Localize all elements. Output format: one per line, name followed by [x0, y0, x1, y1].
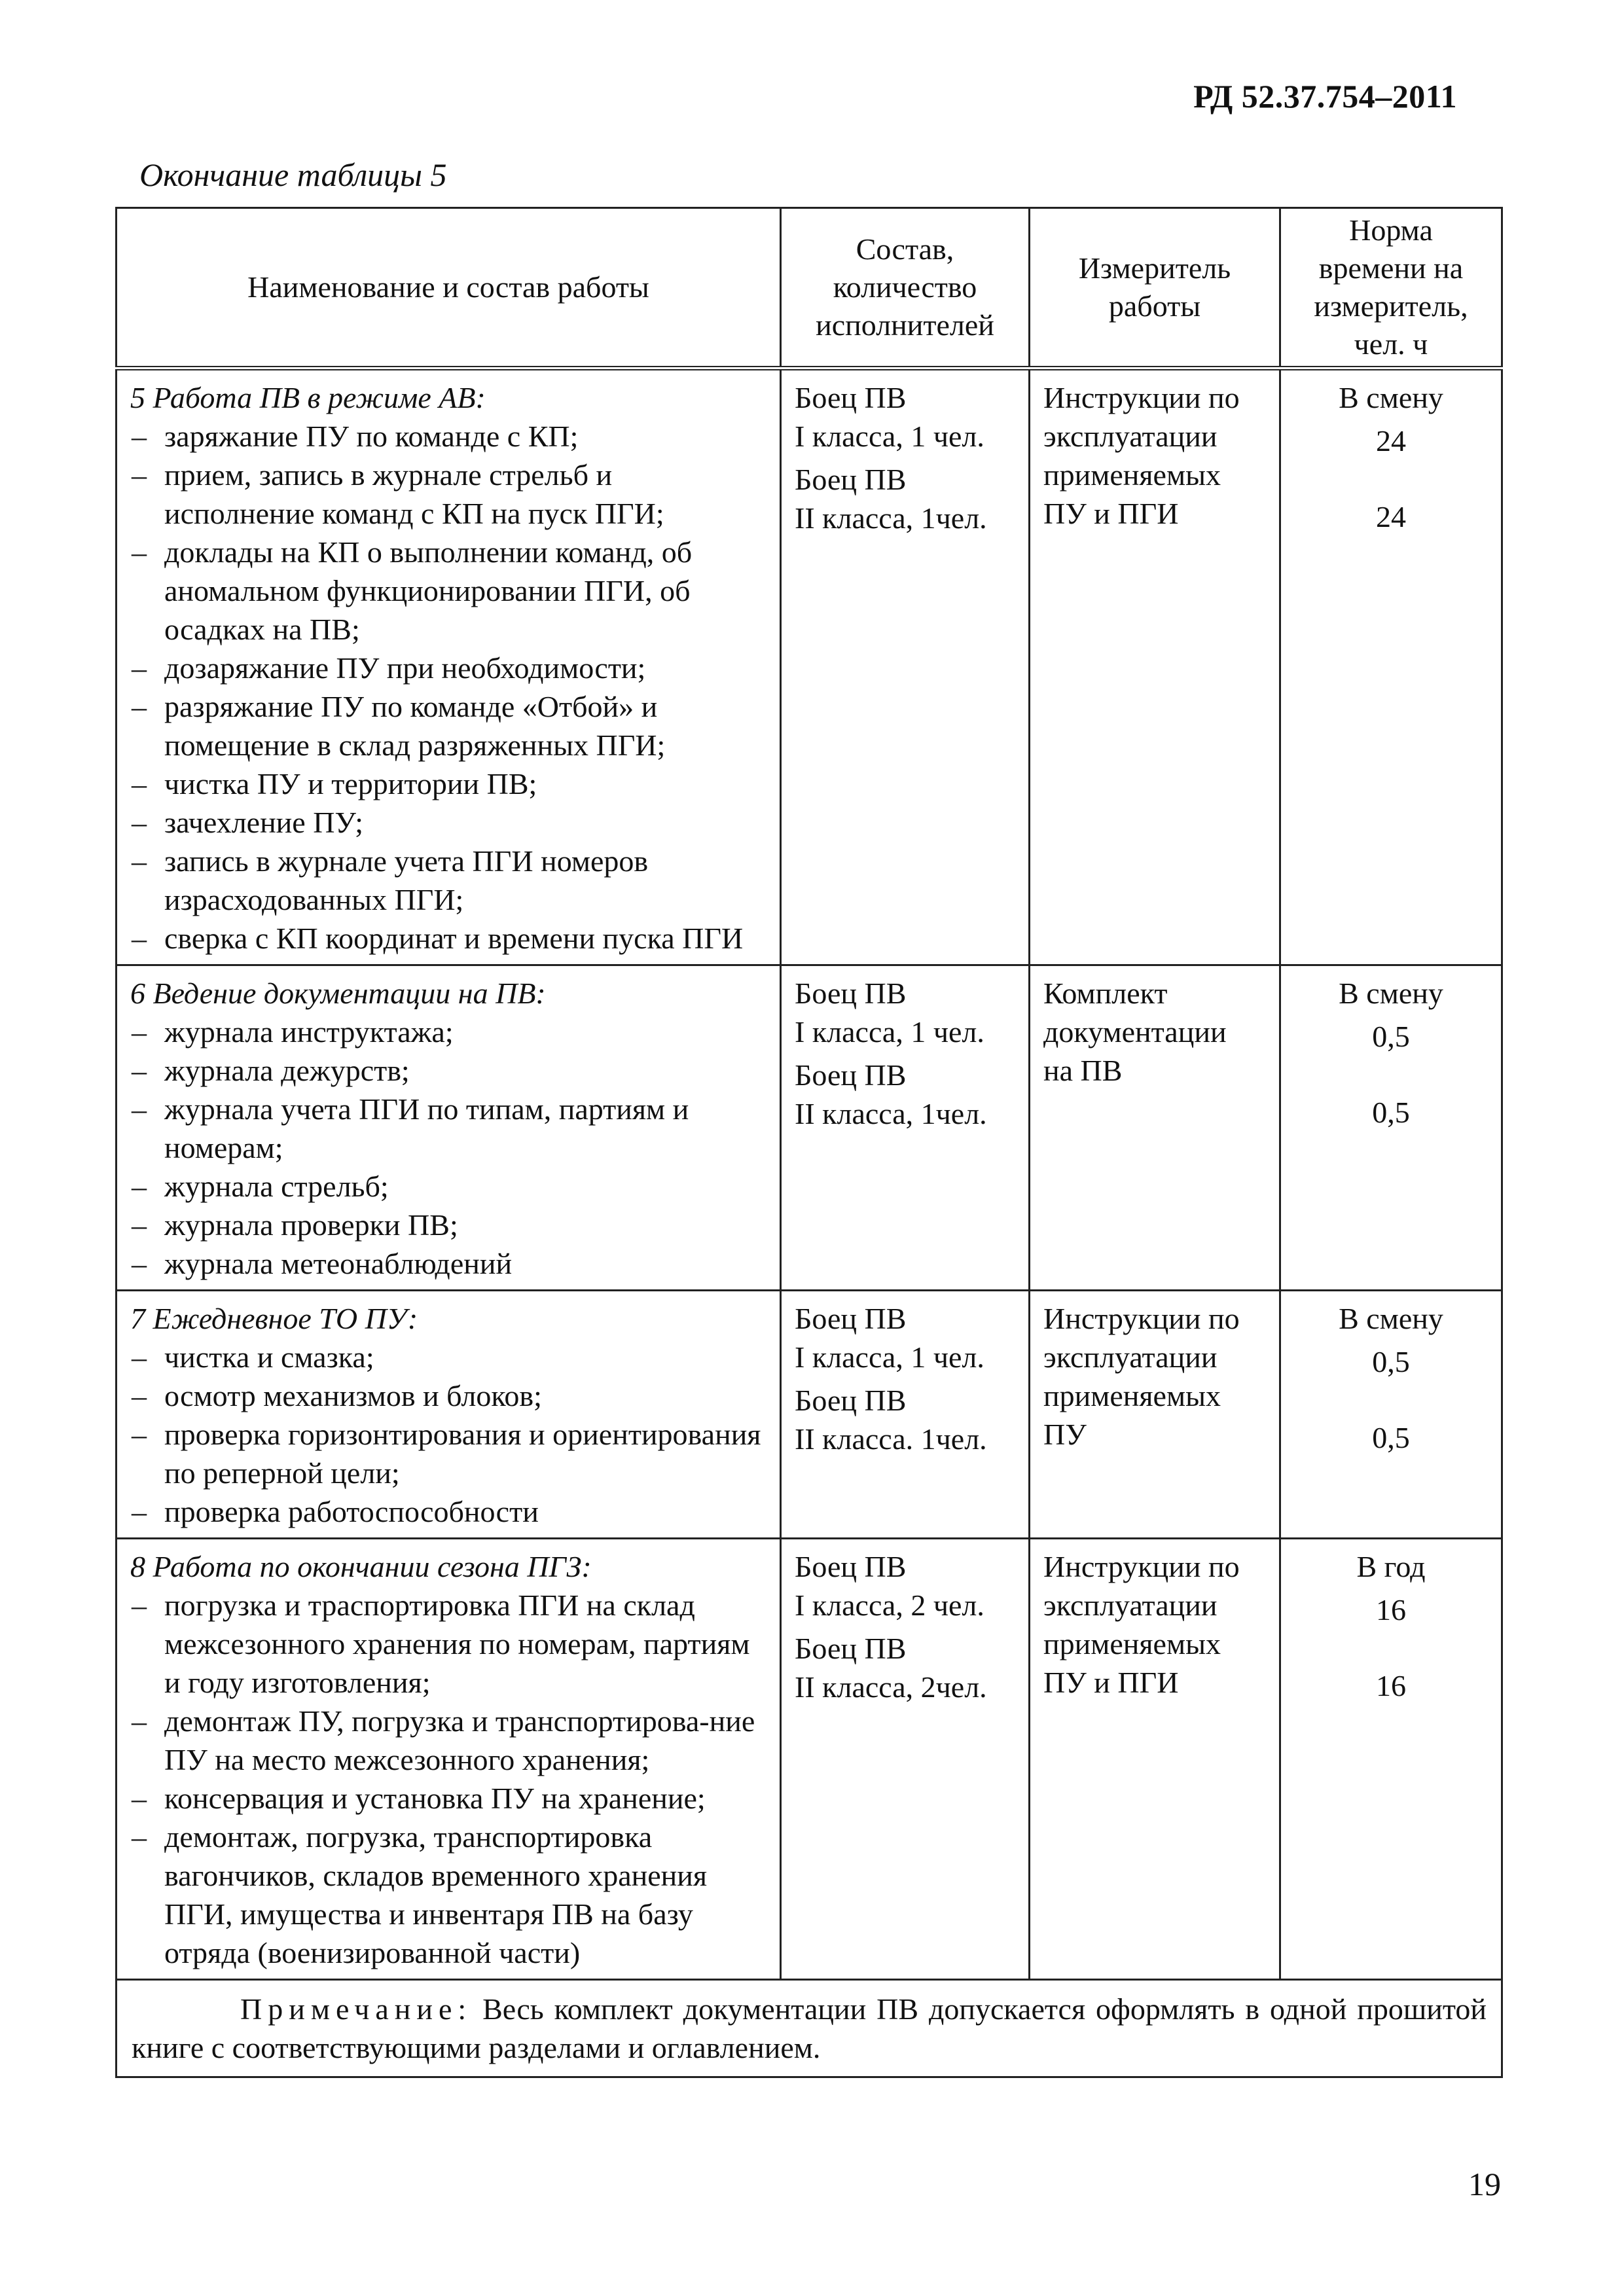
unit-line: Комплект: [1043, 977, 1168, 1010]
list-item: – журнала метеонаблюдений: [130, 1244, 767, 1283]
list-item: – проверка горизонтирования и ориентирования по реперной цели;: [130, 1415, 767, 1492]
work-description-cell: [117, 368, 781, 965]
header-staff-line: исполнителей: [816, 308, 994, 342]
staff-class: I класса, 2 чел.: [795, 1588, 984, 1622]
header-unit: [1030, 208, 1280, 368]
staff-role: Боец ПВ: [795, 463, 907, 496]
list-item: – журнала проверки ПВ;: [130, 1206, 767, 1244]
staff-cell: [781, 1291, 1030, 1539]
document-code: РД 52.37.754–2011: [1193, 78, 1457, 115]
note-row: [117, 1980, 1502, 2077]
header-unit-line: работы: [1108, 289, 1201, 323]
section-title: 8 Работа по окончании сезона ПГЗ:: [130, 1550, 592, 1583]
staff-cell: [781, 1539, 1030, 1980]
unit-cell: [1030, 1539, 1280, 1980]
header-norm-line: времени на: [1318, 251, 1464, 285]
list-item: – чистка и смазка;: [130, 1338, 767, 1376]
work-description-cell: [117, 1291, 781, 1539]
work-items-list: [130, 1013, 767, 1283]
list-item: – журнала стрельб;: [130, 1167, 767, 1206]
header-staff: [781, 208, 1030, 368]
list-item: – прием, запись в журнале стрельб и исполнение команд с КП на пуск ПГИ;: [130, 456, 767, 533]
list-item: – запись в журнале учета ПГИ номеров израсходованных ПГИ;: [130, 842, 767, 919]
list-item: – сверка с КП координат и времени пуска ПГИ: [130, 919, 767, 958]
table-row: [117, 1291, 1502, 1539]
header-unit-line: Измеритель: [1078, 251, 1231, 285]
work-description-cell: [117, 965, 781, 1291]
staff-role: Боец ПВ: [795, 1058, 907, 1092]
unit-line: документации: [1043, 1015, 1227, 1049]
norm-period: В смену: [1339, 1302, 1443, 1335]
list-item: – заряжание ПУ по команде с КП;: [130, 417, 767, 456]
unit-line: применяемых: [1043, 458, 1221, 492]
table-row: [117, 1539, 1502, 1980]
list-item: – консервация и установка ПУ на хранение;: [130, 1779, 767, 1818]
norm-cell: [1280, 368, 1502, 965]
norm-value: 0,5: [1372, 1421, 1410, 1454]
list-item: – дозаряжание ПУ при необходимости;: [130, 649, 767, 687]
unit-line: эксплуатации: [1043, 420, 1218, 453]
staff-role: Боец ПВ: [795, 1632, 907, 1665]
unit-line: применяемых: [1043, 1379, 1221, 1412]
staff-role: Боец ПВ: [795, 1302, 907, 1335]
unit-line: Инструкции по: [1043, 1302, 1240, 1335]
list-item: – осмотр механизмов и блоков;: [130, 1376, 767, 1415]
unit-cell: [1030, 368, 1280, 965]
unit-line: применяемых: [1043, 1627, 1221, 1660]
page-number: 19: [1468, 2166, 1501, 2202]
list-item: – демонтаж ПУ, погрузка и транспортирова-ние ПУ на место межсезонного хранения;: [130, 1702, 767, 1779]
unit-line: ПУ и ПГИ: [1043, 1666, 1179, 1699]
norm-period: В смену: [1339, 977, 1443, 1010]
table-row: [117, 965, 1502, 1291]
staff-cell: [781, 965, 1030, 1291]
section-title: 6 Ведение документации на ПВ:: [130, 977, 546, 1010]
list-item: – проверка работоспособности: [130, 1492, 767, 1531]
unit-cell: [1030, 1291, 1280, 1539]
list-item: – чистка ПУ и территории ПВ;: [130, 764, 767, 803]
norm-value: 0,5: [1372, 1345, 1410, 1378]
unit-line: Инструкции по: [1043, 381, 1240, 414]
norm-cell: [1280, 1539, 1502, 1980]
list-item: – доклады на КП о выполнении команд, об аномальном функционировании ПГИ, об осадках на ПВ;: [130, 533, 767, 649]
norm-value: 0,5: [1372, 1096, 1410, 1129]
norm-value: 24: [1376, 424, 1406, 457]
section-title: 5 Работа ПВ в режиме АВ:: [130, 381, 486, 414]
header-norm: [1280, 208, 1502, 368]
unit-line: эксплуатации: [1043, 1340, 1218, 1374]
staff-role: Боец ПВ: [795, 1550, 907, 1583]
table-header-row: [117, 208, 1502, 368]
staff-class: II класса. 1чел.: [795, 1422, 987, 1456]
norm-value: 24: [1376, 500, 1406, 533]
staff-class: II класса, 1чел.: [795, 1097, 987, 1130]
staff-class: I класса, 1 чел.: [795, 420, 984, 453]
staff-class: II класса, 2чел.: [795, 1670, 987, 1704]
unit-line: ПУ: [1043, 1418, 1087, 1451]
work-description-cell: [117, 1539, 781, 1980]
header-staff-line: Состав,: [856, 232, 954, 266]
table-caption: Окончание таблицы 5: [139, 156, 447, 193]
unit-line: эксплуатации: [1043, 1588, 1218, 1622]
work-items-list: [130, 417, 767, 958]
note-cell: [117, 1980, 1502, 2077]
norm-cell: [1280, 965, 1502, 1291]
norm-value: 16: [1376, 1669, 1406, 1702]
staff-class: II класса, 1чел.: [795, 501, 987, 535]
list-item: – погрузка и траспортировка ПГИ на склад межсезонного хранения по номерам, партиям и году изготовления;: [130, 1586, 767, 1702]
list-item: – журнала инструктажа;: [130, 1013, 767, 1051]
section-title: 7 Ежедневное ТО ПУ:: [130, 1302, 418, 1335]
staff-class: I класса, 1 чел.: [795, 1340, 984, 1374]
list-item: – разряжание ПУ по команде «Отбой» и помещение в склад разряженных ПГИ;: [130, 687, 767, 764]
header-norm-line: измеритель,: [1314, 289, 1468, 323]
note-text: Весь комплект документации ПВ допускается оформлять в одной прошитой книге с соответствующими разделами и оглавлением.: [132, 1992, 1487, 2064]
note-label: Примечание:: [240, 1992, 473, 2026]
unit-line: Инструкции по: [1043, 1550, 1240, 1583]
staff-role: Боец ПВ: [795, 1384, 907, 1417]
unit-cell: [1030, 965, 1280, 1291]
unit-line: на ПВ: [1043, 1054, 1123, 1087]
table-row: [117, 368, 1502, 965]
staff-class: I класса, 1 чел.: [795, 1015, 984, 1049]
header-staff-line: количество: [833, 270, 977, 304]
staff-role: Боец ПВ: [795, 381, 907, 414]
list-item: – демонтаж, погрузка, транспортировка вагончиков, складов временного хранения ПГИ, имущества и инвентаря ПВ на базу отряда (военизированной части): [130, 1818, 767, 1972]
unit-line: ПУ и ПГИ: [1043, 497, 1179, 530]
work-items-list: [130, 1586, 767, 1972]
header-norm-line: чел. ч: [1354, 327, 1428, 361]
norm-cell: [1280, 1291, 1502, 1539]
list-item: – зачехление ПУ;: [130, 803, 767, 842]
work-items-list: [130, 1338, 767, 1531]
header-norm-line: Норма: [1349, 213, 1433, 247]
norm-period: В смену: [1339, 381, 1443, 414]
norm-value: 16: [1376, 1593, 1406, 1626]
list-item: – журнала дежурств;: [130, 1051, 767, 1090]
norms-table: [115, 207, 1503, 2078]
staff-role: Боец ПВ: [795, 977, 907, 1010]
norm-period: В год: [1356, 1550, 1426, 1583]
header-name: Наименование и состав работы: [117, 208, 781, 368]
staff-cell: [781, 368, 1030, 965]
norm-value: 0,5: [1372, 1020, 1410, 1053]
list-item: – журнала учета ПГИ по типам, партиям и номерам;: [130, 1090, 767, 1167]
